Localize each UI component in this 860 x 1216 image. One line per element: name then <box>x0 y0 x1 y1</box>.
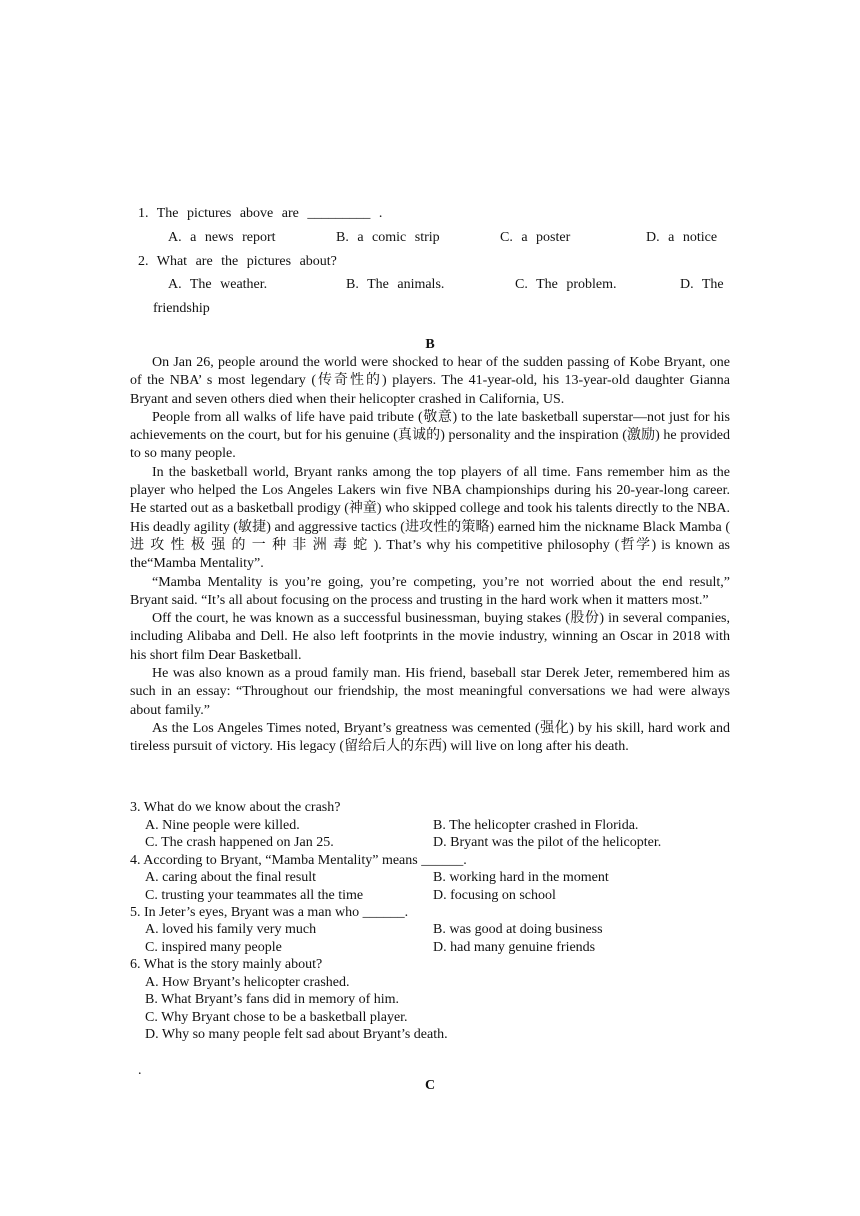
passage-paragraph-2: People from all walks of life have paid tribute (敬意) to the late basketball superstar—not just for his achievements on the court, but for his genuine (真诚的) personality and the inspiration (激励) he provided to so many people. <box>130 409 730 462</box>
q4-option-b: B. working hard in the moment <box>433 870 609 885</box>
q6-option-d: D. Why so many people felt sad about Bryant’s death. <box>145 1027 448 1042</box>
passage-paragraph-6: He was also known as a proud family man. His friend, baseball star Derek Jeter, remembered him as such in an essay: “Throughout our friendship, the most meaningful conversations we had were always about family.” <box>130 666 730 718</box>
passage-paragraph-7: As the Los Angeles Times noted, Bryant’s greatness was cemented (强化) by his skill, hard work and tireless pursuit of victory. His legacy (留给后人的东西) will live on long after his death. <box>130 720 730 755</box>
q2-option-d: D. The <box>680 277 724 292</box>
question-3: 3. What do we know about the crash? <box>130 800 341 815</box>
section-c-heading: C <box>424 1078 436 1093</box>
section-b-heading: B <box>425 337 435 352</box>
q4-option-a: A. caring about the final result <box>145 870 317 885</box>
q1-option-d: D. a notice <box>646 230 718 245</box>
passage-paragraph-3: In the basketball world, Bryant ranks among the top players of all time. Fans remember him as the player who helped the Los Angeles Lakers win five NBA championships during his 20-year-long career. He started out as a basketball prodigy (神童) who skipped college and took his talents directly to the NBA. His deadly agility (敏捷) and aggressive tactics (进攻性的策略) earned him the nickname Black Mamba ( 进 攻 性 极 强 的 一 种 非 洲 毒 蛇 ). That’s why his competitive philosophy (哲学) is known as the“Mamba Mentality”. <box>130 464 730 572</box>
question-2: 2. What are the pictures about? <box>138 254 337 269</box>
question-5: 5. In Jeter’s eyes, Bryant was a man who ______. <box>130 905 409 920</box>
q2-option-b: B. The animals. <box>346 277 445 292</box>
q3-option-d: D. Bryant was the pilot of the helicopter. <box>433 835 662 850</box>
q4-option-d: D. focusing on school <box>433 888 556 903</box>
q6-option-a: A. How Bryant’s helicopter crashed. <box>145 975 350 990</box>
passage-paragraph-5: Off the court, he was known as a successful businessman, buying stakes (股份) in several companies, including Alibaba and Dell. He also left footprints in the movie industry, winning an Oscar in 2018 with his short film Dear Basketball. <box>130 611 730 663</box>
q1-option-a: A. a news report <box>168 230 276 245</box>
q1-option-b: B. a comic strip <box>336 230 440 245</box>
passage-paragraph-4: “Mamba Mentality is you’re going, you’re competing, you’re not worried about the end result,” Bryant said. “It’s all about focusing on the process and trusting in the hard work when it matters most.” <box>130 574 730 608</box>
q2-option-a: A. The weather. <box>168 277 268 292</box>
q5-option-d: D. had many genuine friends <box>433 940 596 955</box>
q2-option-c: C. The problem. <box>515 277 617 292</box>
q4-option-c: C. trusting your teammates all the time <box>145 888 364 903</box>
trailing-mark: . <box>138 1063 142 1078</box>
q3-option-a: A. Nine people were killed. <box>145 818 300 833</box>
q3-option-c: C. The crash happened on Jan 25. <box>145 835 334 850</box>
q5-option-a: A. loved his family very much <box>145 922 317 937</box>
q6-option-c: C. Why Bryant chose to be a basketball player. <box>145 1010 408 1025</box>
q5-option-b: B. was good at doing business <box>433 922 603 937</box>
q2-option-d-continuation: friendship <box>153 301 210 316</box>
q3-option-b: B. The helicopter crashed in Florida. <box>433 818 639 833</box>
question-1: 1. The pictures above are _________ . <box>138 206 383 221</box>
q6-option-b: B. What Bryant’s fans did in memory of him. <box>145 992 400 1007</box>
question-4: 4. According to Bryant, “Mamba Mentality” means ______. <box>130 853 467 868</box>
passage-paragraph-1: On Jan 26, people around the world were shocked to hear of the sudden passing of Kobe Bryant, one of the NBA’ s most legendary (传奇性的) players. The 41-year-old, his 13-year-old daughter Gianna Bryant and seven others died when their helicopter crashed in California, US. <box>130 355 730 407</box>
q1-option-c: C. a poster <box>500 230 571 245</box>
q5-option-c: C. inspired many people <box>145 940 282 955</box>
question-6: 6. What is the story mainly about? <box>130 957 323 972</box>
passage <box>130 354 730 757</box>
